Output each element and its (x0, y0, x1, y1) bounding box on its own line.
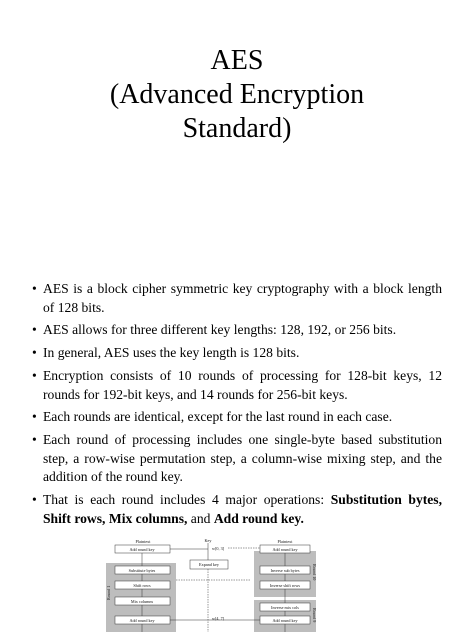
bullet-dot-icon: • (32, 409, 37, 425)
right-box-label: Inverse shift rows (269, 583, 301, 588)
bullet-item (32, 321, 442, 340)
bullet-item (32, 367, 442, 404)
bullet-dot-icon: • (32, 432, 37, 448)
left-round-label: Round 1 (106, 585, 111, 600)
bullet-dot-icon: • (32, 345, 37, 361)
bullet-list (32, 280, 442, 532)
key-label: Key (204, 538, 212, 543)
left-box-label: Shift rows (133, 583, 151, 588)
left-box-label: Substitute bytes (128, 568, 156, 573)
right-round-label: Round 10 (312, 564, 317, 581)
bullet-dot-icon: • (32, 322, 37, 338)
key-word-label: w[0, 3] (212, 546, 225, 551)
expand-key-label: Expand key (199, 562, 219, 567)
bullet-text: AES allows for three different key lengths: 128, 192, or 256 bits. (43, 322, 397, 338)
title-line-1: AES (210, 45, 264, 76)
bullet-dot-icon: • (32, 367, 37, 383)
bullet-item (32, 344, 442, 363)
bullet-text: and (187, 510, 214, 526)
bullet-text: Each round of processing includes one single-byte based substitution step, a row-wise permutation step, a column-wise mixing step, and the addition of the round key. (43, 432, 442, 485)
right-plaintext-label: Plaintext (277, 539, 293, 544)
left-box-label: Mix columns (130, 599, 154, 604)
bullet-item (32, 491, 442, 528)
bullet-bold-text: Mix columns, (108, 510, 188, 526)
right-box-label: Inverse mix cols (271, 605, 299, 610)
slide-title (0, 44, 474, 146)
left-plaintext-label: Plaintext (135, 539, 151, 544)
right-box-label: Inverse sub bytes (270, 568, 300, 573)
title-line-2: (Advanced Encryption (109, 79, 365, 110)
left-box-label: Add round key (129, 547, 155, 552)
bullet-text: That is each round includes 4 major operations: (43, 492, 331, 508)
right-box-label: Add round key (272, 547, 298, 552)
key-word-label: w[4, 7] (212, 616, 225, 621)
bullet-dot-icon: • (32, 281, 37, 296)
aes-structure-diagram (100, 536, 330, 632)
bullet-item (32, 280, 442, 317)
title-line-3: Standard) (182, 113, 292, 144)
bullet-item (32, 408, 442, 427)
left-box-label: Add round key (129, 618, 155, 623)
bullet-bold-text: Add round key. (213, 510, 304, 526)
bullet-item (32, 431, 442, 487)
bullet-text: Each rounds are identical, except for the last round in each case. (43, 409, 393, 425)
bullet-text: Encryption consists of 10 rounds of processing for 128-bit keys, 12 rounds for 192-bit keys, and 14 rounds for 256-bit keys. (43, 367, 442, 402)
right-box-label: Add round key (272, 618, 298, 623)
bullet-text: In general, AES uses the key length is 128 bits. (43, 345, 300, 361)
bullet-bold-text: Substitution bytes, Shift rows, (43, 492, 442, 526)
right-round-label: Round 9 (312, 608, 317, 623)
aes-diagram-svg (100, 536, 330, 632)
bullet-dot-icon: • (32, 492, 37, 508)
bullet-text: AES is a block cipher symmetric key cryptography with a block length of 128 bits. (43, 281, 442, 315)
